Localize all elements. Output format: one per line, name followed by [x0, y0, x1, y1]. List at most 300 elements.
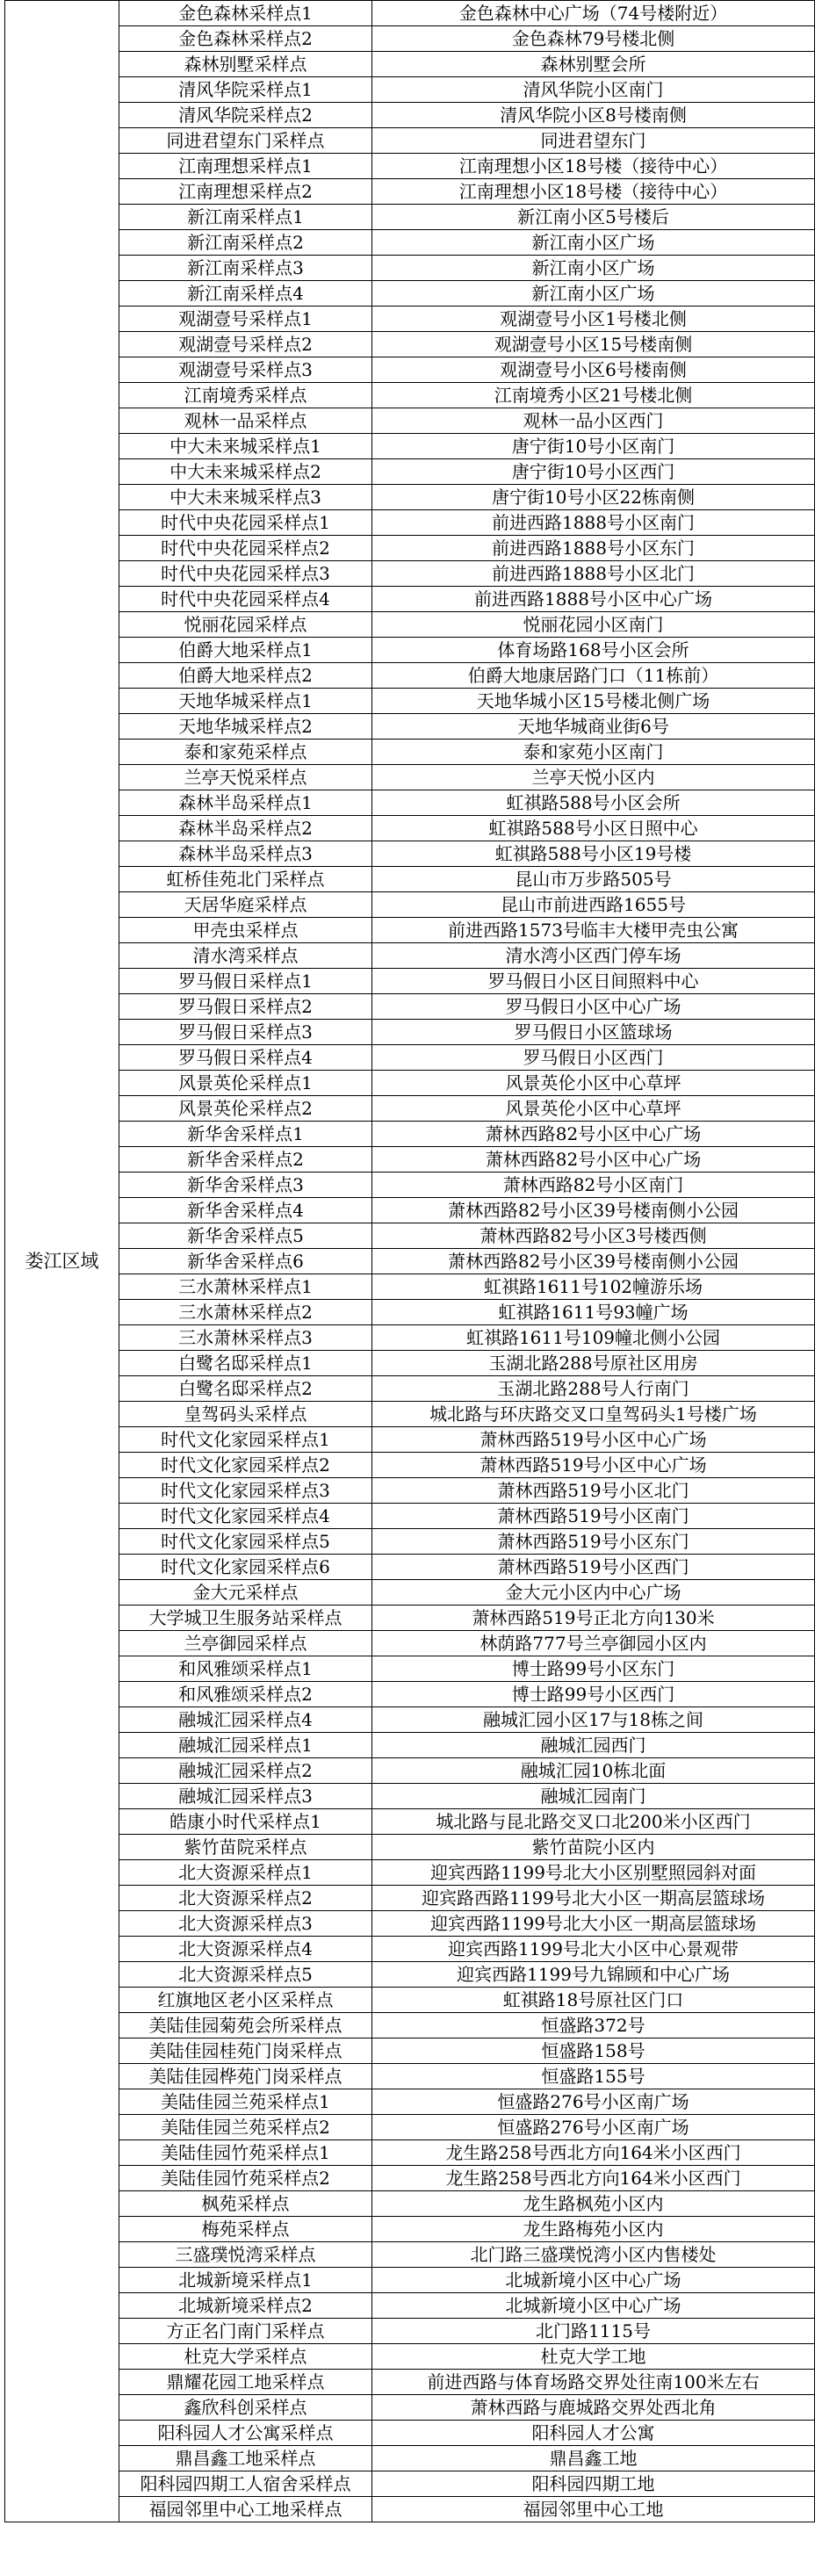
sampling-point-location: 萧林西路519号小区中心广场 — [372, 1427, 815, 1453]
sampling-point-name: 罗马假日采样点4 — [119, 1045, 372, 1071]
table-row — [5, 2217, 815, 2242]
sampling-point-location: 恒盛路372号 — [372, 2013, 815, 2038]
table-row — [5, 1504, 815, 1529]
sampling-point-name: 皇驾码头采样点 — [119, 1402, 372, 1427]
table-row — [5, 536, 815, 561]
table-row — [5, 1147, 815, 1173]
table-row — [5, 2064, 815, 2089]
sampling-point-name: 时代文化家园采样点6 — [119, 1555, 372, 1580]
sampling-point-name: 时代文化家园采样点1 — [119, 1427, 372, 1453]
sampling-point-location: 萧林西路82号小区南门 — [372, 1173, 815, 1198]
table-row — [5, 1529, 815, 1555]
table-row — [5, 2293, 815, 2319]
sampling-point-name: 融城汇园采样点1 — [119, 1733, 372, 1758]
sampling-point-name: 阳科园人才公寓采样点 — [119, 2421, 372, 2446]
sampling-point-location: 融城汇园南门 — [372, 1784, 815, 1809]
sampling-point-name: 兰亭天悦采样点 — [119, 765, 372, 790]
sampling-points-table — [4, 0, 815, 2522]
table-row — [5, 1886, 815, 1911]
sampling-point-name: 甲壳虫采样点 — [119, 918, 372, 943]
sampling-point-name: 金色森林采样点2 — [119, 26, 372, 52]
table-row — [5, 205, 815, 230]
sampling-point-location: 迎宾西路1199号九锦顾和中心广场 — [372, 1962, 815, 1988]
sampling-point-location: 北城新境小区中心广场 — [372, 2268, 815, 2293]
table-row — [5, 1274, 815, 1300]
table-row — [5, 2089, 815, 2115]
sampling-point-location: 杜克大学工地 — [372, 2344, 815, 2370]
sampling-point-name: 红旗地区老小区采样点 — [119, 1988, 372, 2013]
sampling-point-name: 江南理想采样点1 — [119, 154, 372, 179]
table-row — [5, 790, 815, 816]
sampling-point-name: 和风雅颂采样点2 — [119, 1682, 372, 1707]
sampling-point-name: 伯爵大地采样点2 — [119, 663, 372, 689]
sampling-point-name: 北城新境采样点1 — [119, 2268, 372, 2293]
sampling-point-name: 新华舍采样点6 — [119, 1249, 372, 1274]
table-row — [5, 1300, 815, 1325]
table-row — [5, 154, 815, 179]
table-row — [5, 2446, 815, 2471]
sampling-point-location: 体育场路168号小区会所 — [372, 638, 815, 663]
sampling-point-name: 罗马假日采样点1 — [119, 969, 372, 994]
sampling-point-name: 北大资源采样点4 — [119, 1937, 372, 1962]
sampling-point-location: 观林一品小区西门 — [372, 408, 815, 434]
sampling-point-location: 新江南小区广场 — [372, 230, 815, 256]
table-row — [5, 1173, 815, 1198]
sampling-point-name: 新江南采样点4 — [119, 281, 372, 307]
sampling-point-location: 风景英伦小区中心草坪 — [372, 1071, 815, 1096]
sampling-point-location: 北门路1115号 — [372, 2319, 815, 2344]
table-row — [5, 2140, 815, 2166]
sampling-point-name: 中大未来城采样点3 — [119, 485, 372, 510]
sampling-point-location: 迎宾路西路1199号北大小区一期高层篮球场 — [372, 1886, 815, 1911]
sampling-point-location: 博士路99号小区西门 — [372, 1682, 815, 1707]
table-row — [5, 765, 815, 790]
sampling-point-location: 鼎昌鑫工地 — [372, 2446, 815, 2471]
sampling-point-name: 观林一品采样点 — [119, 408, 372, 434]
sampling-point-name: 天地华城采样点2 — [119, 714, 372, 740]
sampling-point-location: 萧林西路519号小区东门 — [372, 1529, 815, 1555]
sampling-point-location: 龙生路枫苑小区内 — [372, 2191, 815, 2217]
table-row — [5, 841, 815, 867]
table-row — [5, 1733, 815, 1758]
sampling-point-location: 萧林西路519号小区北门 — [372, 1478, 815, 1504]
table-row — [5, 1071, 815, 1096]
sampling-point-location: 前进西路与体育场路交界处往南100米左右 — [372, 2370, 815, 2395]
sampling-point-location: 清风华院小区南门 — [372, 77, 815, 103]
sampling-point-location: 迎宾西路1199号北大小区一期高层篮球场 — [372, 1911, 815, 1937]
sampling-point-name: 鑫欣科创采样点 — [119, 2395, 372, 2421]
sampling-point-location: 江南境秀小区21号楼北侧 — [372, 383, 815, 408]
sampling-point-location: 萧林西路519号小区西门 — [372, 1555, 815, 1580]
sampling-point-name: 悦丽花园采样点 — [119, 612, 372, 638]
sampling-point-location: 江南理想小区18号楼（接待中心） — [372, 154, 815, 179]
sampling-point-name: 时代文化家园采样点3 — [119, 1478, 372, 1504]
table-row — [5, 281, 815, 307]
sampling-point-name: 融城汇园采样点2 — [119, 1758, 372, 1784]
table-row — [5, 638, 815, 663]
sampling-point-name: 三水萧林采样点3 — [119, 1325, 372, 1351]
sampling-point-location: 天地华城商业街6号 — [372, 714, 815, 740]
sampling-point-name: 罗马假日采样点3 — [119, 1020, 372, 1045]
sampling-point-name: 梅苑采样点 — [119, 2217, 372, 2242]
table-row — [5, 816, 815, 841]
sampling-point-location: 唐宁街10号小区22栋南侧 — [372, 485, 815, 510]
table-row — [5, 867, 815, 892]
table-row — [5, 2319, 815, 2344]
table-row — [5, 1478, 815, 1504]
sampling-point-name: 鼎耀花园工地采样点 — [119, 2370, 372, 2395]
table-row — [5, 1860, 815, 1886]
sampling-point-location: 同进君望东门 — [372, 128, 815, 154]
sampling-point-location: 萧林西路82号小区39号楼南侧小公园 — [372, 1198, 815, 1223]
sampling-point-name: 森林半岛采样点1 — [119, 790, 372, 816]
sampling-point-location: 紫竹苗院小区内 — [372, 1835, 815, 1860]
sampling-point-location: 前进西路1888号小区南门 — [372, 510, 815, 536]
sampling-point-name: 森林别墅采样点 — [119, 52, 372, 77]
sampling-point-location: 萧林西路519号小区南门 — [372, 1504, 815, 1529]
sampling-point-name: 北大资源采样点3 — [119, 1911, 372, 1937]
table-row — [5, 1682, 815, 1707]
table-row — [5, 1784, 815, 1809]
sampling-point-location: 融城汇园小区17与18栋之间 — [372, 1707, 815, 1733]
table-row — [5, 1555, 815, 1580]
table-row — [5, 1351, 815, 1376]
sampling-point-name: 美陆佳园桦苑门岗采样点 — [119, 2064, 372, 2089]
sampling-point-name: 时代文化家园采样点5 — [119, 1529, 372, 1555]
sampling-point-name: 罗马假日采样点2 — [119, 994, 372, 1020]
sampling-point-name: 美陆佳园竹苑采样点2 — [119, 2166, 372, 2191]
sampling-point-location: 城北路与昆北路交叉口北200米小区西门 — [372, 1809, 815, 1835]
table-row — [5, 1122, 815, 1147]
sampling-point-location: 新江南小区广场 — [372, 256, 815, 281]
sampling-point-name: 兰亭御园采样点 — [119, 1631, 372, 1656]
sampling-point-location: 阳科园人才公寓 — [372, 2421, 815, 2446]
table-row — [5, 892, 815, 918]
table-row — [5, 1605, 815, 1631]
sampling-point-name: 观湖壹号采样点1 — [119, 307, 372, 332]
sampling-point-location: 罗马假日小区中心广场 — [372, 994, 815, 1020]
table-row — [5, 1911, 815, 1937]
table-row — [5, 26, 815, 52]
table-row — [5, 2191, 815, 2217]
table-row — [5, 1223, 815, 1249]
sampling-point-location: 天地华城小区15号楼北侧广场 — [372, 689, 815, 714]
sampling-point-name: 新江南采样点3 — [119, 256, 372, 281]
sampling-point-location: 萧林西路82号小区中心广场 — [372, 1147, 815, 1173]
sampling-point-name: 时代中央花园采样点1 — [119, 510, 372, 536]
sampling-point-name: 金大元采样点 — [119, 1580, 372, 1605]
table-body — [5, 1, 815, 2522]
table-row — [5, 1427, 815, 1453]
sampling-point-name: 时代中央花园采样点4 — [119, 587, 372, 612]
table-row — [5, 383, 815, 408]
table-row — [5, 918, 815, 943]
sampling-point-location: 恒盛路276号小区南广场 — [372, 2115, 815, 2140]
table-row — [5, 1402, 815, 1427]
sampling-point-location: 林荫路777号兰亭御园小区内 — [372, 1631, 815, 1656]
sampling-point-location: 森林别墅会所 — [372, 52, 815, 77]
table-row — [5, 2038, 815, 2064]
sampling-point-location: 福园邻里中心工地 — [372, 2497, 815, 2522]
sampling-point-location: 萧林西路82号小区3号楼西侧 — [372, 1223, 815, 1249]
sampling-point-name: 美陆佳园菊苑会所采样点 — [119, 2013, 372, 2038]
sampling-point-location: 龙生路258号西北方向164米小区西门 — [372, 2166, 815, 2191]
sampling-point-name: 新华舍采样点4 — [119, 1198, 372, 1223]
sampling-point-name: 森林半岛采样点2 — [119, 816, 372, 841]
sampling-point-location: 北城新境小区中心广场 — [372, 2293, 815, 2319]
sampling-point-location: 融城汇园10栋北面 — [372, 1758, 815, 1784]
sampling-point-name: 森林半岛采样点3 — [119, 841, 372, 867]
table-row — [5, 408, 815, 434]
table-row — [5, 612, 815, 638]
sampling-point-location: 虹祺路1611号109幢北侧小公园 — [372, 1325, 815, 1351]
sampling-point-name: 清风华院采样点1 — [119, 77, 372, 103]
sampling-point-name: 北大资源采样点1 — [119, 1860, 372, 1886]
table-row — [5, 561, 815, 587]
table-row — [5, 1835, 815, 1860]
table-row — [5, 1020, 815, 1045]
sampling-point-name: 三水萧林采样点1 — [119, 1274, 372, 1300]
sampling-point-name: 风景英伦采样点1 — [119, 1071, 372, 1096]
table-row — [5, 1937, 815, 1962]
sampling-point-name: 美陆佳园兰苑采样点2 — [119, 2115, 372, 2140]
table-row — [5, 2497, 815, 2522]
sampling-point-name: 金色森林采样点1 — [119, 1, 372, 26]
sampling-point-location: 阳科园四期工地 — [372, 2471, 815, 2497]
sampling-point-location: 玉湖北路288号人行南门 — [372, 1376, 815, 1402]
sampling-point-location: 泰和家苑小区南门 — [372, 740, 815, 765]
sampling-point-location: 虹祺路18号原社区门口 — [372, 1988, 815, 2013]
table-row — [5, 689, 815, 714]
sampling-point-name: 美陆佳园竹苑采样点1 — [119, 2140, 372, 2166]
sampling-point-name: 江南境秀采样点 — [119, 383, 372, 408]
table-row — [5, 1, 815, 26]
table-row — [5, 2166, 815, 2191]
sampling-point-location: 罗马假日小区西门 — [372, 1045, 815, 1071]
sampling-point-name: 枫苑采样点 — [119, 2191, 372, 2217]
table-row — [5, 434, 815, 459]
table-row — [5, 663, 815, 689]
sampling-point-name: 美陆佳园桂苑门岗采样点 — [119, 2038, 372, 2064]
table-row — [5, 179, 815, 205]
sampling-point-name: 北大资源采样点5 — [119, 1962, 372, 1988]
sampling-point-location: 唐宁街10号小区西门 — [372, 459, 815, 485]
sampling-point-location: 罗马假日小区篮球场 — [372, 1020, 815, 1045]
sampling-point-location: 昆山市前进西路1655号 — [372, 892, 815, 918]
sampling-point-name: 白鹭名邸采样点2 — [119, 1376, 372, 1402]
table-row — [5, 1758, 815, 1784]
table-row — [5, 510, 815, 536]
sampling-point-location: 昆山市万步路505号 — [372, 867, 815, 892]
sampling-point-location: 金色森林中心广场（74号楼附近） — [372, 1, 815, 26]
table-row — [5, 969, 815, 994]
table-row — [5, 1096, 815, 1122]
table-row — [5, 52, 815, 77]
sampling-point-name: 大学城卫生服务站采样点 — [119, 1605, 372, 1631]
table-row — [5, 307, 815, 332]
table-row — [5, 1249, 815, 1274]
sampling-point-name: 时代中央花园采样点3 — [119, 561, 372, 587]
sampling-point-location: 博士路99号小区东门 — [372, 1656, 815, 1682]
sampling-point-name: 清水湾采样点 — [119, 943, 372, 969]
table-row — [5, 357, 815, 383]
sampling-point-name: 时代文化家园采样点2 — [119, 1453, 372, 1478]
sampling-point-location: 清风华院小区8号楼南侧 — [372, 103, 815, 128]
sampling-point-location: 龙生路258号西北方向164米小区西门 — [372, 2140, 815, 2166]
sampling-point-name: 北城新境采样点2 — [119, 2293, 372, 2319]
sampling-point-name: 观湖壹号采样点2 — [119, 332, 372, 357]
table-row — [5, 943, 815, 969]
sampling-point-name: 紫竹苗院采样点 — [119, 1835, 372, 1860]
sampling-point-location: 前进西路1573号临丰大楼甲壳虫公寓 — [372, 918, 815, 943]
sampling-point-name: 中大未来城采样点2 — [119, 459, 372, 485]
sampling-point-location: 萧林西路82号小区39号楼南侧小公园 — [372, 1249, 815, 1274]
table-row — [5, 1198, 815, 1223]
table-row — [5, 1631, 815, 1656]
sampling-point-location: 城北路与环庆路交叉口皇驾码头1号楼广场 — [372, 1402, 815, 1427]
table-row — [5, 1962, 815, 1988]
sampling-point-name: 三水萧林采样点2 — [119, 1300, 372, 1325]
sampling-point-name: 时代文化家园采样点4 — [119, 1504, 372, 1529]
sampling-point-name: 天地华城采样点1 — [119, 689, 372, 714]
sampling-point-name: 阳科园四期工人宿舍采样点 — [119, 2471, 372, 2497]
sampling-point-name: 新江南采样点1 — [119, 205, 372, 230]
table-row — [5, 103, 815, 128]
sampling-point-location: 观湖壹号小区15号楼南侧 — [372, 332, 815, 357]
sampling-point-name: 新华舍采样点2 — [119, 1147, 372, 1173]
table-row — [5, 1325, 815, 1351]
sampling-point-location: 北门路三盛璞悦湾小区内售楼处 — [372, 2242, 815, 2268]
sampling-point-location: 萧林西路519号小区中心广场 — [372, 1453, 815, 1478]
sampling-point-location: 清水湾小区西门停车场 — [372, 943, 815, 969]
sampling-point-location: 伯爵大地康居路门口（11栋前） — [372, 663, 815, 689]
table-row — [5, 77, 815, 103]
table-row — [5, 2471, 815, 2497]
table-row — [5, 2421, 815, 2446]
sampling-point-name: 观湖壹号采样点3 — [119, 357, 372, 383]
sampling-point-location: 恒盛路276号小区南广场 — [372, 2089, 815, 2115]
table-row — [5, 1453, 815, 1478]
sampling-point-location: 恒盛路155号 — [372, 2064, 815, 2089]
sampling-point-name: 风景英伦采样点2 — [119, 1096, 372, 1122]
sampling-point-name: 北大资源采样点2 — [119, 1886, 372, 1911]
sampling-point-location: 虹祺路588号小区日照中心 — [372, 816, 815, 841]
table-row — [5, 2013, 815, 2038]
table-row — [5, 1707, 815, 1733]
sampling-point-name: 新华舍采样点3 — [119, 1173, 372, 1198]
sampling-point-name: 伯爵大地采样点1 — [119, 638, 372, 663]
sampling-point-name: 新江南采样点2 — [119, 230, 372, 256]
table-row — [5, 2268, 815, 2293]
sampling-point-location: 迎宾西路1199号北大小区中心景观带 — [372, 1937, 815, 1962]
table-row — [5, 230, 815, 256]
sampling-point-name: 白鹭名邸采样点1 — [119, 1351, 372, 1376]
sampling-point-name: 融城汇园采样点4 — [119, 1707, 372, 1733]
sampling-point-location: 兰亭天悦小区内 — [372, 765, 815, 790]
sampling-point-name: 泰和家苑采样点 — [119, 740, 372, 765]
table-row — [5, 2242, 815, 2268]
sampling-point-name: 天居华庭采样点 — [119, 892, 372, 918]
sampling-point-name: 新华舍采样点5 — [119, 1223, 372, 1249]
table-row — [5, 1656, 815, 1682]
sampling-point-name: 鼎昌鑫工地采样点 — [119, 2446, 372, 2471]
sampling-point-name: 美陆佳园兰苑采样点1 — [119, 2089, 372, 2115]
table-row — [5, 740, 815, 765]
sampling-point-name: 新华舍采样点1 — [119, 1122, 372, 1147]
sampling-point-name: 皓康小时代采样点1 — [119, 1809, 372, 1835]
sampling-point-location: 金大元小区内中心广场 — [372, 1580, 815, 1605]
sampling-point-name: 融城汇园采样点3 — [119, 1784, 372, 1809]
sampling-point-location: 观湖壹号小区6号楼南侧 — [372, 357, 815, 383]
sampling-point-name: 杜克大学采样点 — [119, 2344, 372, 2370]
sampling-point-location: 前进西路1888号小区中心广场 — [372, 587, 815, 612]
sampling-point-name: 福园邻里中心工地采样点 — [119, 2497, 372, 2522]
sampling-point-location: 萧林西路519号正北方向130米 — [372, 1605, 815, 1631]
sampling-point-name: 三盛璞悦湾采样点 — [119, 2242, 372, 2268]
sampling-point-name: 时代中央花园采样点2 — [119, 536, 372, 561]
sampling-point-location: 新江南小区5号楼后 — [372, 205, 815, 230]
sampling-point-location: 罗马假日小区日间照料中心 — [372, 969, 815, 994]
sampling-point-location: 悦丽花园小区南门 — [372, 612, 815, 638]
sampling-point-name: 和风雅颂采样点1 — [119, 1656, 372, 1682]
sampling-point-name: 中大未来城采样点1 — [119, 434, 372, 459]
sampling-point-location: 前进西路1888号小区北门 — [372, 561, 815, 587]
table-row — [5, 256, 815, 281]
table-row — [5, 1580, 815, 1605]
sampling-point-location: 虹祺路1611号102幢游乐场 — [372, 1274, 815, 1300]
sampling-point-location: 玉湖北路288号原社区用房 — [372, 1351, 815, 1376]
sampling-point-name: 江南理想采样点2 — [119, 179, 372, 205]
sampling-point-name: 清风华院采样点2 — [119, 103, 372, 128]
table-row — [5, 485, 815, 510]
sampling-point-location: 风景英伦小区中心草坪 — [372, 1096, 815, 1122]
sampling-point-location: 新江南小区广场 — [372, 281, 815, 307]
table-row — [5, 1809, 815, 1835]
sampling-point-location: 前进西路1888号小区东门 — [372, 536, 815, 561]
table-row — [5, 714, 815, 740]
table-row — [5, 1988, 815, 2013]
sampling-point-name: 同进君望东门采样点 — [119, 128, 372, 154]
sampling-point-location: 萧林西路与鹿城路交界处西北角 — [372, 2395, 815, 2421]
sampling-point-location: 虹祺路588号小区会所 — [372, 790, 815, 816]
sampling-point-location: 虹祺路588号小区19号楼 — [372, 841, 815, 867]
sampling-point-location: 观湖壹号小区1号楼北侧 — [372, 307, 815, 332]
table-row — [5, 587, 815, 612]
sampling-point-location: 虹祺路1611号93幢广场 — [372, 1300, 815, 1325]
sampling-point-name: 方正名门南门采样点 — [119, 2319, 372, 2344]
table-row — [5, 2115, 815, 2140]
table-row — [5, 2370, 815, 2395]
table-row — [5, 2344, 815, 2370]
sampling-point-name: 虹桥佳苑北门采样点 — [119, 867, 372, 892]
sampling-point-location: 萧林西路82号小区中心广场 — [372, 1122, 815, 1147]
sampling-point-location: 江南理想小区18号楼（接待中心） — [372, 179, 815, 205]
table-row — [5, 332, 815, 357]
sampling-point-location: 恒盛路158号 — [372, 2038, 815, 2064]
region-cell: 娄江区域 — [5, 1, 119, 2522]
table-row — [5, 1376, 815, 1402]
sampling-point-location: 金色森林79号楼北侧 — [372, 26, 815, 52]
sampling-point-location: 龙生路梅苑小区内 — [372, 2217, 815, 2242]
table-row — [5, 2395, 815, 2421]
sampling-point-location: 融城汇园西门 — [372, 1733, 815, 1758]
table-row — [5, 1045, 815, 1071]
sampling-point-location: 迎宾西路1199号北大小区别墅照园斜对面 — [372, 1860, 815, 1886]
table-row — [5, 128, 815, 154]
table-row — [5, 994, 815, 1020]
table-row — [5, 459, 815, 485]
sampling-point-location: 唐宁街10号小区南门 — [372, 434, 815, 459]
